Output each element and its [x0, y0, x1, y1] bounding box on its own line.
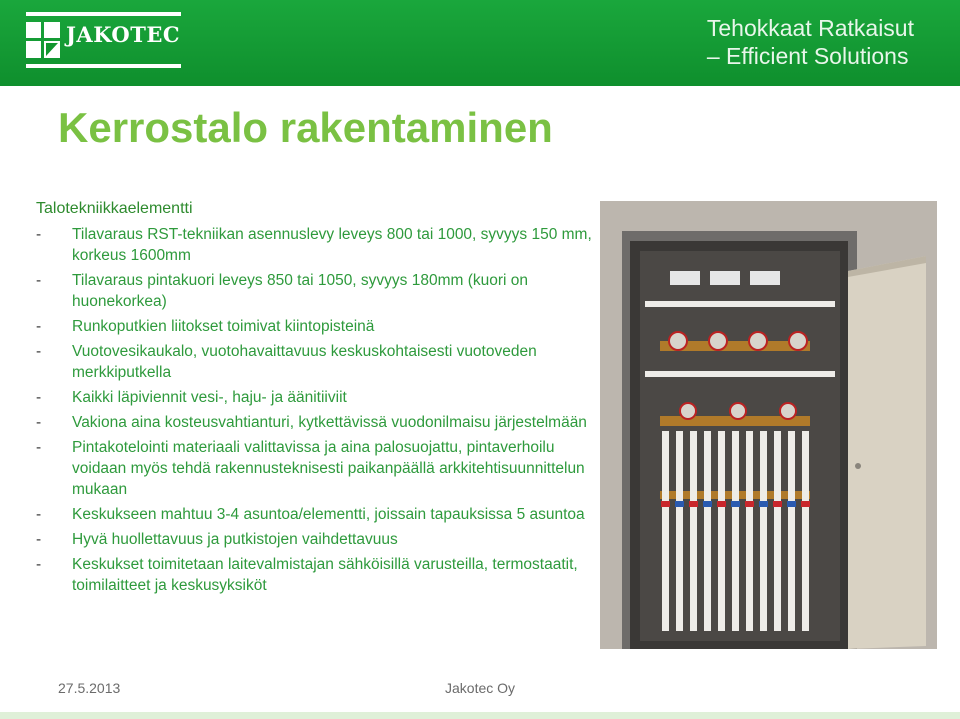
list-item-text: Vuotovesikaukalo, vuotohavaittavuus keskuskohtaisesti vuotoveden merkkiputkella	[72, 343, 537, 381]
cabinet-illustration	[600, 201, 937, 649]
list-dash: -	[36, 414, 42, 431]
list-item	[36, 387, 596, 408]
list-item-text: Keskukset toimitetaan laitevalmistajan sähköisillä varusteilla, termostaatit, toimilaitteet ja keskusyksiköt	[72, 556, 578, 594]
footer-strip	[0, 712, 960, 719]
list-item-text: Runkoputkien liitokset toimivat kiintopisteinä	[72, 318, 375, 335]
list-item-text: Tilavaraus pintakuori leveys 850 tai 1050, syvyys 180mm (kuori on huonekorkea)	[72, 272, 529, 310]
feature-list	[36, 224, 596, 600]
list-item-text: Kaikki läpiviennit vesi-, haju- ja äänitiiviit	[72, 389, 347, 406]
list-item-text: Vakiona aina kosteusvahtianturi, kytkettävissä vuodonilmaisu järjestelmään	[72, 414, 587, 431]
list-dash: -	[36, 531, 42, 548]
list-dash: -	[36, 226, 42, 243]
tagline	[707, 14, 914, 70]
tagline-line-1: Tehokkaat Ratkaisut	[706, 15, 914, 41]
section-subhead: Talotekniikkaelementti	[36, 200, 193, 217]
manifold-cabinet-photo	[600, 201, 937, 649]
logo-mark-icon	[26, 22, 60, 58]
list-item	[36, 341, 596, 383]
tagline-line-2: – Efficient Solutions	[706, 43, 909, 69]
list-dash: -	[36, 439, 42, 456]
list-item	[36, 554, 596, 596]
list-dash: -	[36, 556, 42, 573]
list-dash: -	[36, 318, 42, 335]
list-item	[36, 412, 596, 433]
header-bar	[0, 0, 960, 86]
list-item-text: Keskukseen mahtuu 3-4 asuntoa/elementti, joissain tapauksissa 5 asuntoa	[72, 506, 585, 523]
footer	[0, 672, 960, 702]
list-dash: -	[36, 389, 42, 406]
list-dash: -	[36, 272, 42, 289]
list-item-text: Pintakotelointi materiaali valittavissa ja aina palosuojattu, pintaverhoilu voidaan myös tehdä rakennusteknisesti paikanpäällä arkkitehtisuunnittelun mukaan	[72, 439, 585, 498]
list-dash: -	[36, 506, 42, 523]
list-item	[36, 504, 596, 525]
list-item	[36, 224, 596, 266]
page-title: Kerrostalo rakentaminen	[58, 104, 553, 151]
list-item-text: Hyvä huollettavuus ja putkistojen vaihdettavuus	[72, 531, 398, 548]
footer-date: 27.5.2013	[58, 680, 121, 696]
footer-company: Jakotec Oy	[445, 680, 516, 696]
logo-top-bar	[26, 12, 181, 16]
list-item	[36, 437, 596, 500]
logo-brand-text: JAKOTEC	[66, 22, 181, 47]
company-logo[interactable]	[26, 12, 186, 72]
list-item	[36, 529, 596, 550]
list-item	[36, 316, 596, 337]
logo-bottom-bar	[26, 64, 181, 68]
list-item	[36, 270, 596, 312]
list-item-text: Tilavaraus RST-tekniikan asennuslevy leveys 800 tai 1000, syvyys 150 mm, korkeus 1600mm	[72, 226, 592, 264]
list-dash: -	[36, 343, 42, 360]
